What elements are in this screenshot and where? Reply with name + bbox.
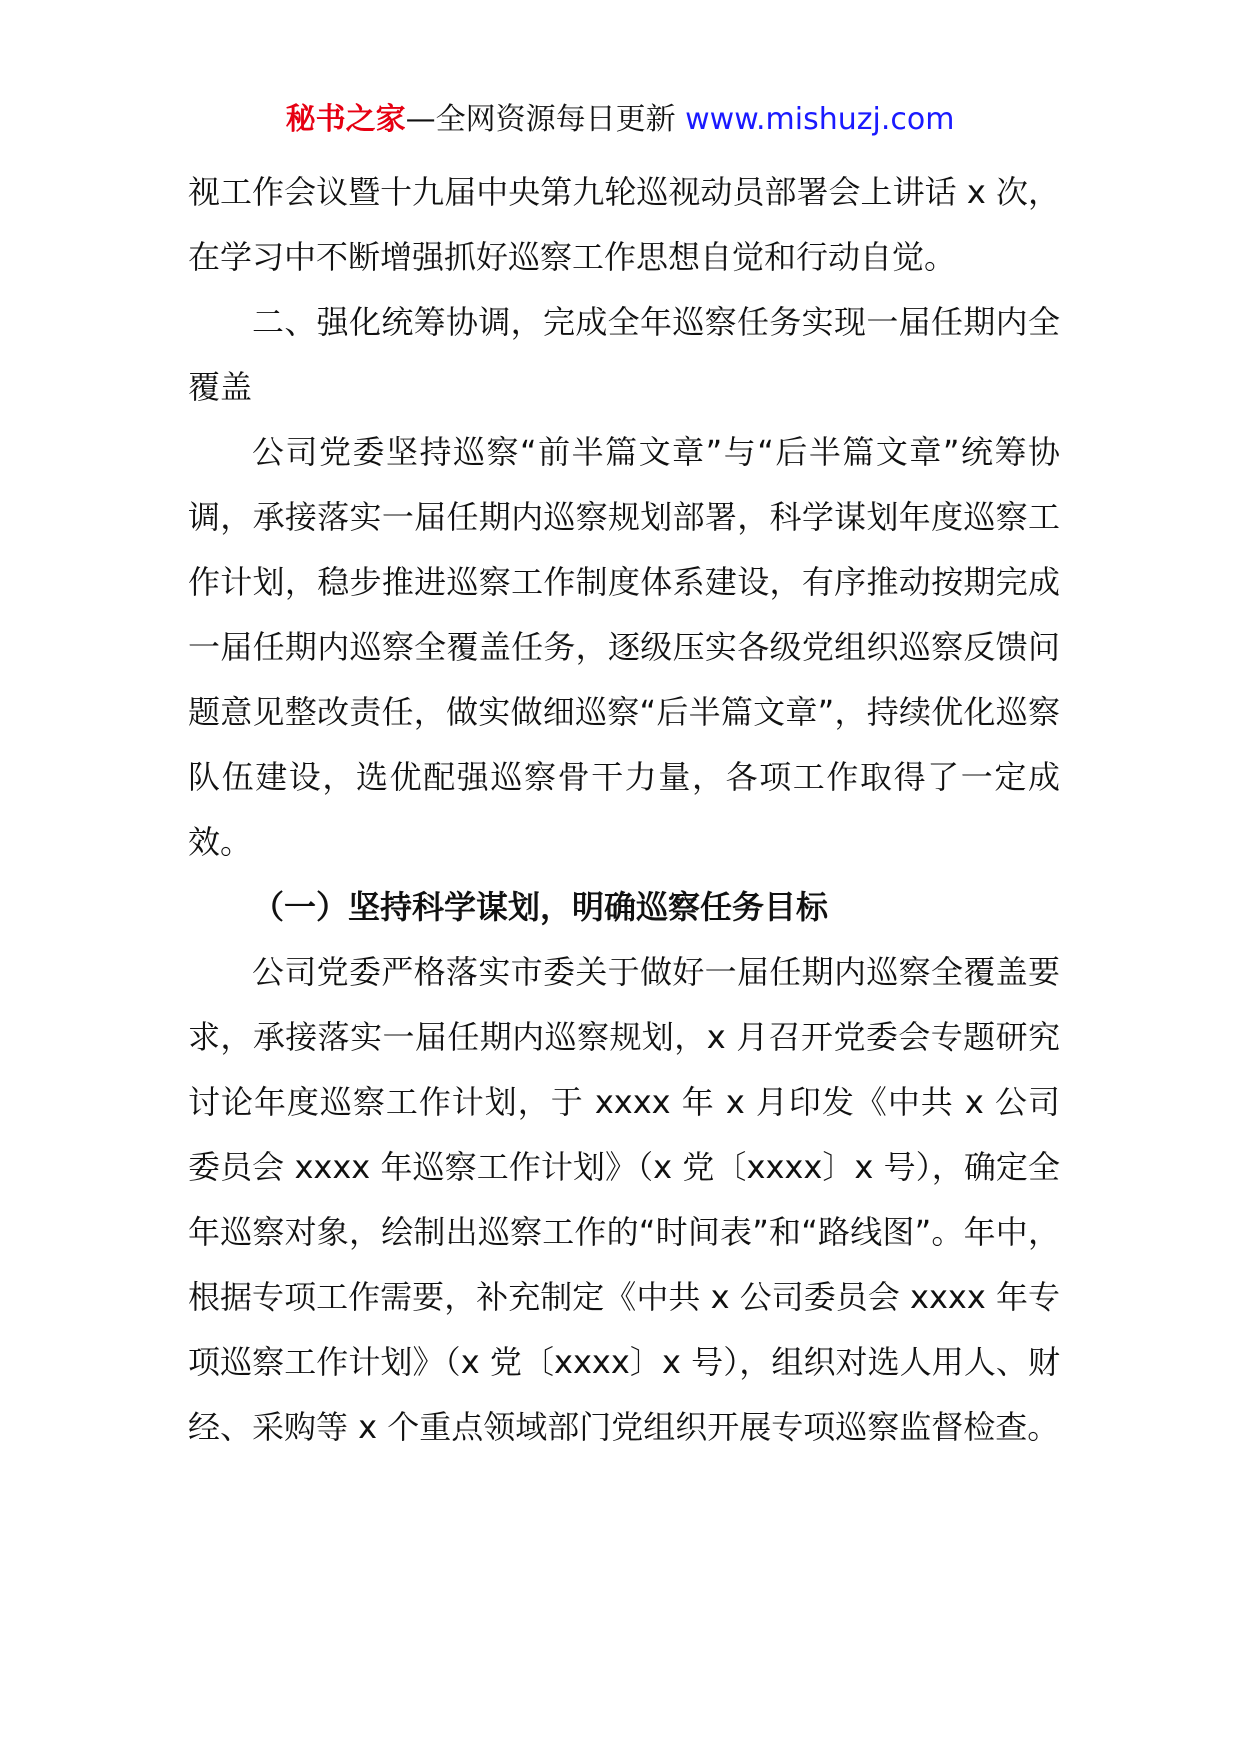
paragraph-continuation: 视工作会议暨十九届中央第九轮巡视动员部署会上讲话 x 次，在学习中不断增强抓好巡察工作思想自觉和行动自觉。: [188, 173, 1060, 276]
subsection-heading: （一）坚持科学谋划，明确巡察任务目标: [252, 888, 829, 926]
header-site-link[interactable]: www.mishuzj.com: [685, 102, 955, 137]
page-header: [0, 100, 1240, 140]
document-body: [188, 160, 1060, 1460]
paragraph: 公司党委坚持巡察“前半篇文章”与“后半篇文章”统筹协调，承接落实一届任期内巡察规划部署，科学谋划年度巡察工作计划，稳步推进巡察工作制度体系建设，有序推动按期完成一届任期内巡察全覆盖任务，逐级压实各级党组织巡察反馈问题意见整改责任，做实做细巡察“后半篇文章”，持续优化巡察队伍建设，选优配强巡察骨干力量，各项工作取得了一定成效。: [188, 433, 1060, 861]
header-brand: 秘书之家: [285, 102, 406, 137]
header-slogan: —全网资源每日更新: [405, 102, 676, 137]
paragraph: 公司党委严格落实市委关于做好一届任期内巡察全覆盖要求，承接落实一届任期内巡察规划，x 月召开党委会专题研究讨论年度巡察工作计划，于 xxxx 年 x 月印发《中共 x 公司委员会 xxxx 年巡察工作计划》（x 党〔xxxx〕x 号），确定全年巡察对象，绘制出巡察工作的“时间表”和“路线图”。年中，根据专项工作需要，补充制定《中共 x 公司委员会 xxxx 年专项巡察工作计划》（x 党〔xxxx〕x 号），组织对选人用人、财经、采购等 x 个重点领域部门党组织开展专项巡察监督检查。: [188, 953, 1060, 1446]
section-heading: 二、强化统筹协调，完成全年巡察任务实现一届任期内全覆盖: [188, 303, 1060, 406]
